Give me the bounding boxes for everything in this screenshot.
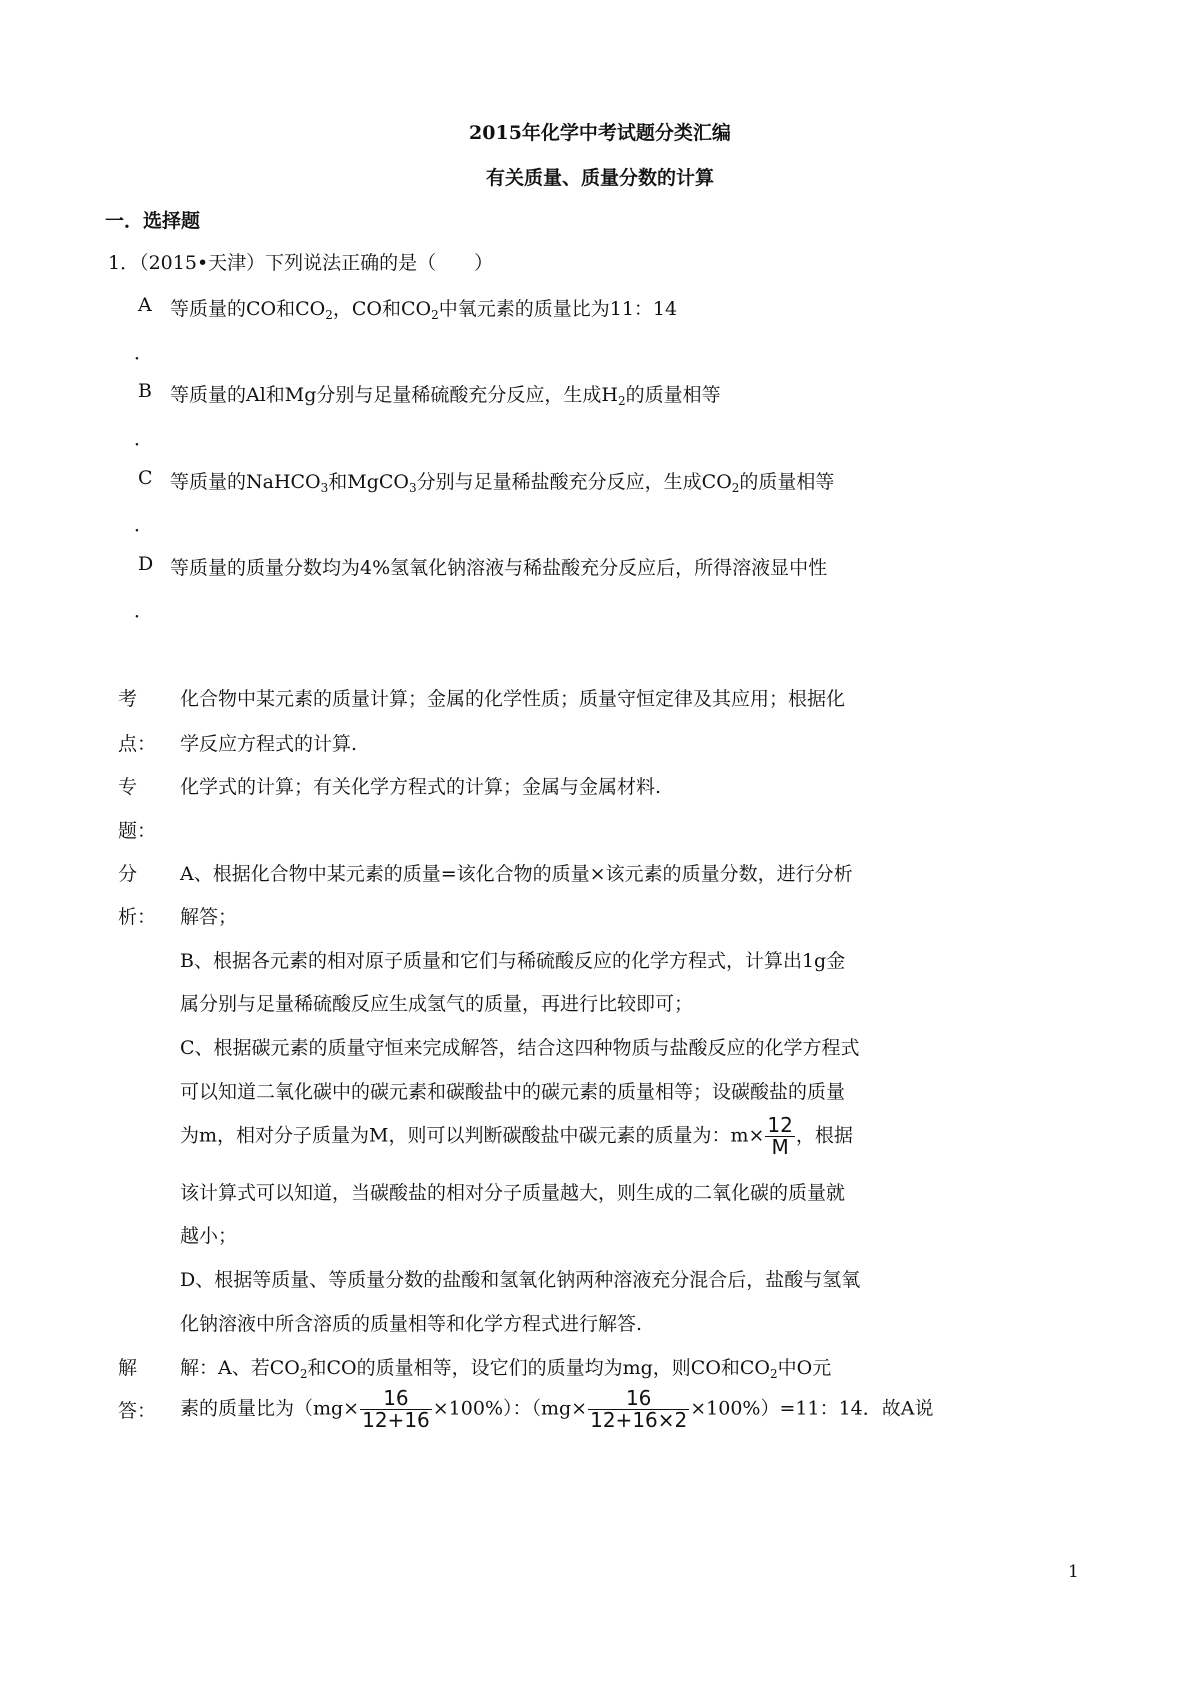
fenxi-line-2: 解答； bbox=[180, 906, 238, 928]
option-c-dot: ． bbox=[134, 514, 154, 536]
option-a-text: 等质量的CO和$CO_2$，CO和$CO_2$中氧元素的质量比为11：14 bbox=[170, 298, 678, 322]
option-d-letter: D bbox=[138, 553, 154, 575]
fenxi-line-7: 为m，相对分子质量为M，则可以判断碳酸盐中碳元素的质量为：m× $\frac{12}{M}$ ，根据 bbox=[180, 1113, 853, 1159]
option-b-letter: B bbox=[138, 380, 152, 402]
fenxi-label-1: 分 bbox=[118, 863, 138, 885]
option-a-dot: ． bbox=[134, 342, 154, 364]
option-c-text: 等质量的NaHCO$_3$和MgCO$_3$分别与足量稀盐酸充分反应，生成$CO_2$的质量相等 bbox=[170, 471, 835, 495]
fenxi-line-3: B、根据各元素的相对原子质量和它们与稀硫酸反应的化学方程式，计算出1g金 bbox=[180, 950, 846, 972]
kaodian-label-1: 考 bbox=[118, 688, 138, 710]
page-number: 1 bbox=[1068, 1562, 1079, 1582]
fenxi-line-4: 属分别与足量稀硫酸反应生成氢气的质量，再进行比较即可； bbox=[180, 993, 694, 1015]
kaodian-line-2: 学反应方程式的计算. bbox=[180, 733, 358, 755]
jieda-label-2: 答： bbox=[118, 1400, 157, 1422]
fenxi-line-11: 化钠溶液中所含溶质的质量相等和化学方程式进行解答. bbox=[180, 1313, 643, 1335]
option-b-text: 等质量的Al和Mg分别与足量稀硫酸充分反应，生成$H_2$的质量相等 bbox=[170, 384, 721, 408]
zhuanti-line-1: 化学式的计算；有关化学方程式的计算；金属与金属材料. bbox=[180, 776, 662, 798]
fenxi-line-10: D、根据等质量、等质量分数的盐酸和氢氧化钠两种溶液充分混合后，盐酸与氢氧 bbox=[180, 1269, 861, 1291]
option-a-letter: A bbox=[138, 294, 152, 316]
option-c-letter: C bbox=[138, 467, 153, 489]
section-heading: 一．选择题 bbox=[105, 210, 201, 232]
fenxi-label-2: 析： bbox=[118, 906, 157, 928]
option-d-text: 等质量的质量分数均为4%氢氧化钠溶液与稀盐酸充分反应后，所得溶液显中性 bbox=[170, 557, 828, 579]
question-stem: 1．（2015•天津）下列说法正确的是（ ） bbox=[108, 252, 494, 274]
option-b-dot: ． bbox=[134, 428, 154, 450]
fenxi-line-9: 越小； bbox=[180, 1225, 238, 1247]
fenxi-line-5: C、根据碳元素的质量守恒来完成解答，结合这四种物质与盐酸反应的化学方程式 bbox=[180, 1037, 860, 1059]
page-subtitle: 有关质量、质量分数的计算 bbox=[485, 167, 714, 189]
jieda-line-2: 素的质量比为（mg× $\frac{16}{12+16}$ ×100%）：（mg× $\frac{16}{12+16\times 2}$ ×100%）=11：14．故A说 bbox=[180, 1386, 934, 1432]
zhuanti-label-2: 题： bbox=[118, 820, 157, 842]
jieda-label-1: 解 bbox=[118, 1357, 138, 1379]
page-title: 2015年化学中考试题分类汇编 bbox=[469, 122, 731, 144]
jieda-line-1: 解：A、若$CO_2$和CO的质量相等，设它们的质量均为mg，则CO和$CO_2$中O元 bbox=[180, 1357, 832, 1381]
fenxi-line-8: 该计算式可以知道，当碳酸盐的相对分子质量越大，则生成的二氧化碳的质量就 bbox=[180, 1182, 846, 1204]
fraction-12-over-m: $\frac{12}{M}$ bbox=[767, 1113, 793, 1159]
kaodian-label-2: 点： bbox=[118, 733, 157, 755]
zhuanti-label-1: 专 bbox=[118, 776, 138, 798]
fraction-16-over-44: $\frac{16}{12+16\times 2}$ bbox=[590, 1386, 688, 1432]
kaodian-line-1: 化合物中某元素的质量计算；金属的化学性质；质量守恒定律及其应用；根据化 bbox=[180, 688, 846, 710]
fraction-16-over-28: $\frac{16}{12+16}$ bbox=[362, 1386, 430, 1432]
fenxi-line-6: 可以知道二氧化碳中的碳元素和碳酸盐中的碳元素的质量相等；设碳酸盐的质量 bbox=[180, 1081, 846, 1103]
option-d-dot: ． bbox=[134, 600, 154, 622]
fenxi-line-1: A、根据化合物中某元素的质量=该化合物的质量×该元素的质量分数，进行分析 bbox=[180, 863, 853, 885]
